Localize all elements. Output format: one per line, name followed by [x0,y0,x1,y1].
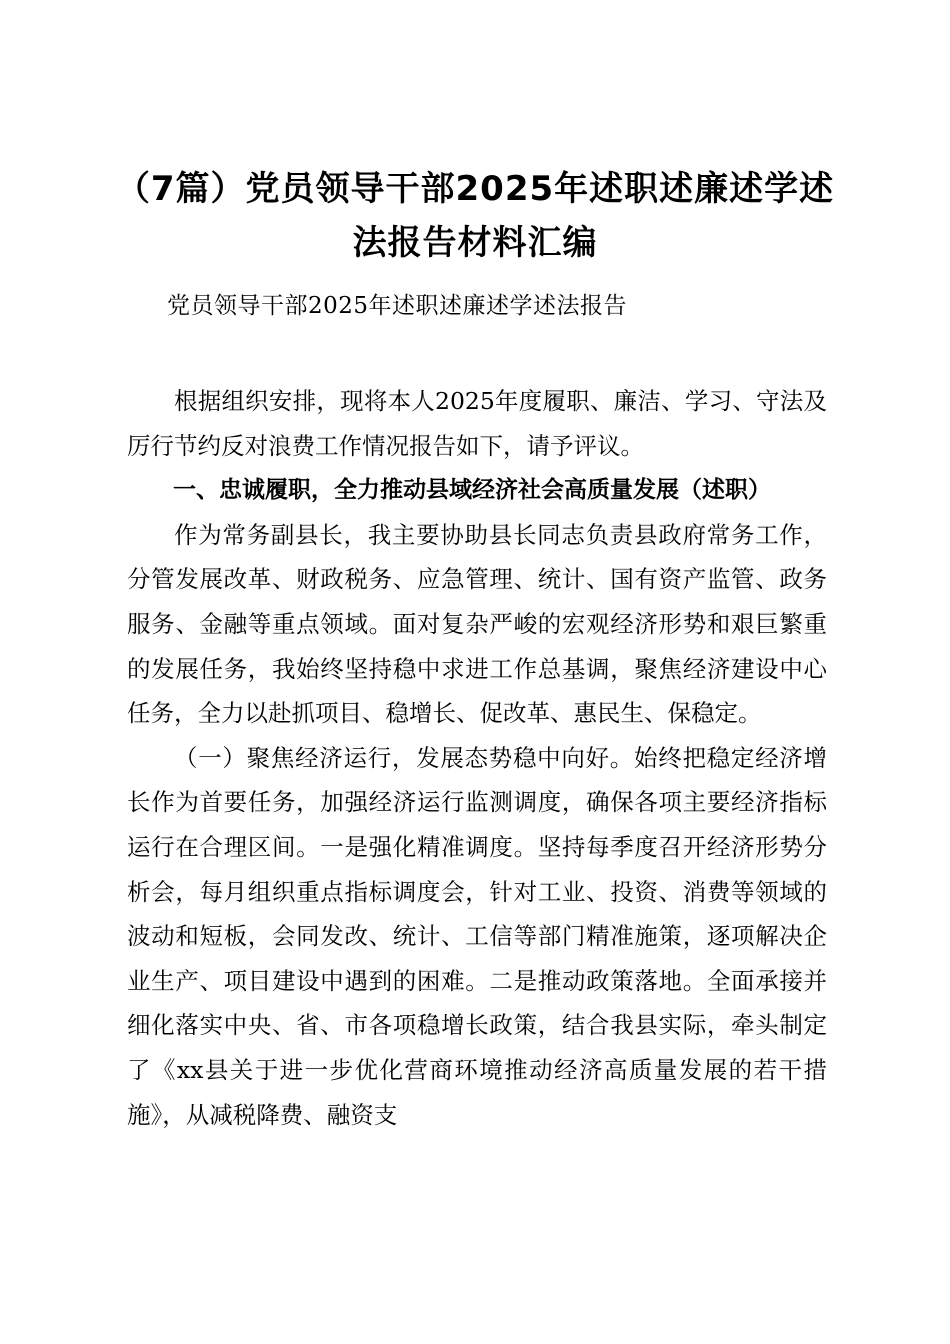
document-title: （7篇）党员领导干部2025年述职述廉述学述法报告材料汇编 [115,169,835,263]
document-body [127,379,827,1137]
section-heading: 一、忠诚履职，全力推动县域经济社会高质量发展（述职） [173,477,771,504]
duty-paragraph: 作为常务副县长，我主要协助县长同志负责县政府常务工作，分管发展改革、财政税务、应急管理、统计、国有资产监管、政务服务、金融等重点领域。面对复杂严峻的宏观经济形势和艰巨繁重的发展任务，我始终坚持稳中求进工作总基调，聚焦经济建设中心任务，全力以赴抓项目、稳增长、促改革、惠民生、保稳定。 [127,520,827,728]
intro-paragraph: 根据组织安排，现将本人2025年度履职、廉洁、学习、守法及厉行节约反对浪费工作情况报告如下，请予评议。 [127,387,827,460]
economy-paragraph: （一）聚焦经济运行，发展态势稳中向好。始终把稳定经济增长作为首要任务，加强经济运行监测调度，确保各项主要经济指标运行在合理区间。一是强化精准调度。坚持每季度召开经济形势分析会，每月组织重点指标调度会，针对工业、投资、消费等领域的波动和短板，会同发改、统计、工信等部门精准施策，逐项解决企业生产、项目建设中遇到的困难。二是推动政策落地。全面承接并细化落实中央、省、市各项稳增长政策，结合我县实际，牵头制定了《xx县关于进一步优化营商环境推动经济高质量发展的若干措施》，从减税降费、融资支 [127,743,827,1129]
document-subtitle: 党员领导干部2025年述职述廉述学述法报告 [167,293,628,319]
